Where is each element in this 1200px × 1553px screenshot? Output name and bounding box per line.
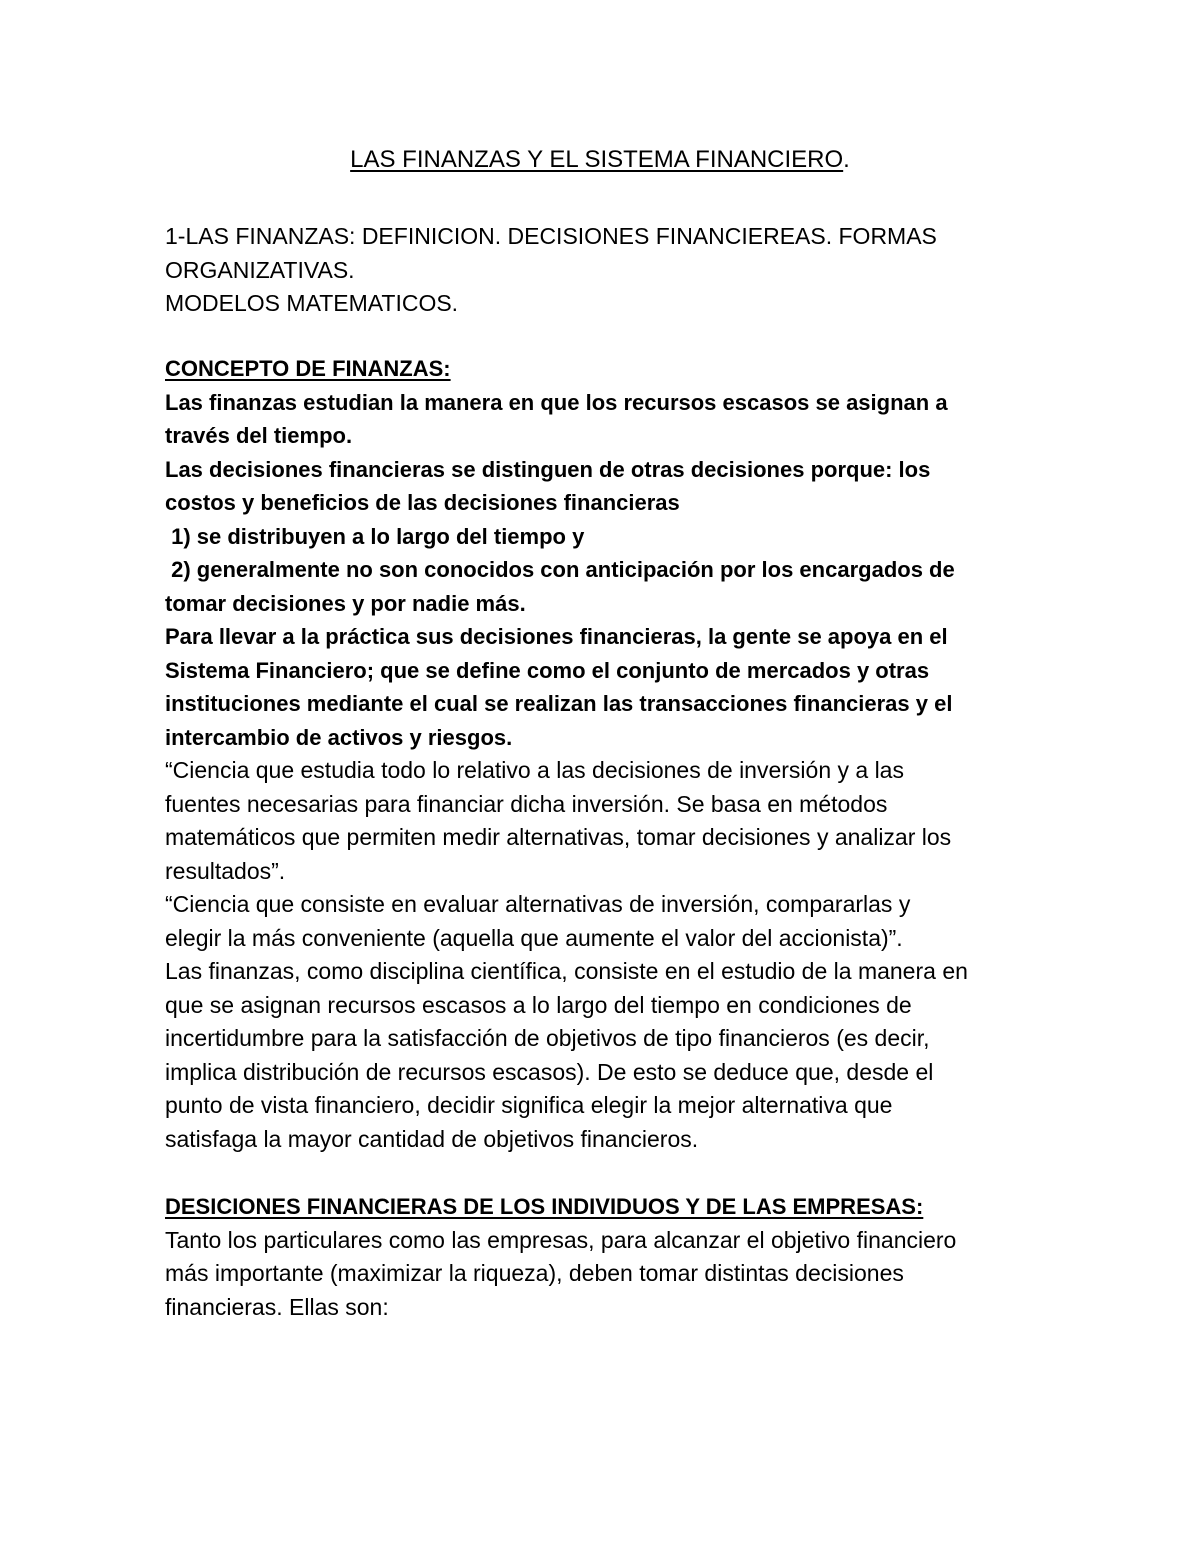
concepto-bold-line: Sistema Financiero; que se define como el conjunto de mercados y otras <box>165 657 930 683</box>
section-1-line: ORGANIZATIVAS. <box>165 256 355 283</box>
concepto-bold-line: Las decisiones financieras se distinguen de otras decisiones porque: los <box>165 456 931 482</box>
concepto-line: implica distribución de recursos escasos). De esto se deduce que, desde el <box>165 1058 934 1085</box>
section-1-line: MODELOS MATEMATICOS. <box>165 290 459 316</box>
desiciones-line: financieras. Ellas son: <box>165 1293 389 1320</box>
concepto-line: “Ciencia que consiste en evaluar alternativas de inversión, compararlas y <box>165 891 911 917</box>
concepto-bold-line: instituciones mediante el cual se realizan las transacciones financieras y el <box>165 691 953 716</box>
desiciones-heading: DESICIONES FINANCIERAS DE LOS INDIVIDUOS Y DE LAS EMPRESAS: <box>165 1194 924 1219</box>
concepto-bold-line: través del tiempo. <box>165 423 353 448</box>
document-title-text: LAS FINANZAS Y EL SISTEMA FINANCIERO <box>350 146 844 173</box>
concepto-bold-line: tomar decisiones y por nadie más. <box>165 590 526 616</box>
concepto-line: fuentes necesarias para financiar dicha inversión. Se basa en métodos <box>165 790 888 817</box>
concepto-line: Las finanzas, como disciplina científica, consiste en el estudio de la manera en <box>165 958 968 984</box>
concepto-line: “Ciencia que estudia todo lo relativo a las decisiones de inversión y a las <box>165 757 904 783</box>
concepto-line: satisfaga la mayor cantidad de objetivos financieros. <box>165 1125 699 1152</box>
desiciones-line: más importante (maximizar la riqueza), deben tomar distintas decisiones <box>165 1260 904 1286</box>
concepto-line: resultados”. <box>165 857 286 884</box>
section-1-line: 1-LAS FINANZAS: DEFINICION. DECISIONES FINANCIEREAS. FORMAS <box>165 223 937 249</box>
concepto-bold-line: 2) generalmente no son conocidos con anticipación por los encargados de <box>165 557 955 582</box>
concepto-bold-line: Para llevar a la práctica sus decisiones financieras, la gente se apoya en el <box>165 624 948 649</box>
concepto-heading: CONCEPTO DE FINANZAS: <box>165 356 451 381</box>
concepto-line: punto de vista financiero, decidir significa elegir la mejor alternativa que <box>165 1092 893 1118</box>
section-1-topics <box>165 220 1045 321</box>
concepto-line: elegir la más conveniente (aquella que aumente el valor del accionista)”. <box>165 924 903 951</box>
concepto-bold-line: costos y beneficios de las decisiones financieras <box>165 490 680 515</box>
document-title-period: . <box>843 146 850 173</box>
concepto-line: incertidumbre para la satisfacción de objetivos de tipo financieros (es decir, <box>165 1025 930 1051</box>
document-title <box>0 143 1200 177</box>
desiciones-section <box>165 1190 1045 1324</box>
concepto-section <box>165 352 1045 1156</box>
concepto-line: que se asignan recursos escasos a lo largo del tiempo en condiciones de <box>165 991 912 1018</box>
concepto-bold-line: Las finanzas estudian la manera en que los recursos escasos se asignan a <box>165 389 948 415</box>
concepto-bold-line: intercambio de activos y riesgos. <box>165 724 513 750</box>
desiciones-line: Tanto los particulares como las empresas, para alcanzar el objetivo financiero <box>165 1226 957 1253</box>
concepto-bold-line: 1) se distribuyen a lo largo del tiempo y <box>165 523 585 549</box>
concepto-line: matemáticos que permiten medir alternativas, tomar decisiones y analizar los <box>165 824 952 850</box>
